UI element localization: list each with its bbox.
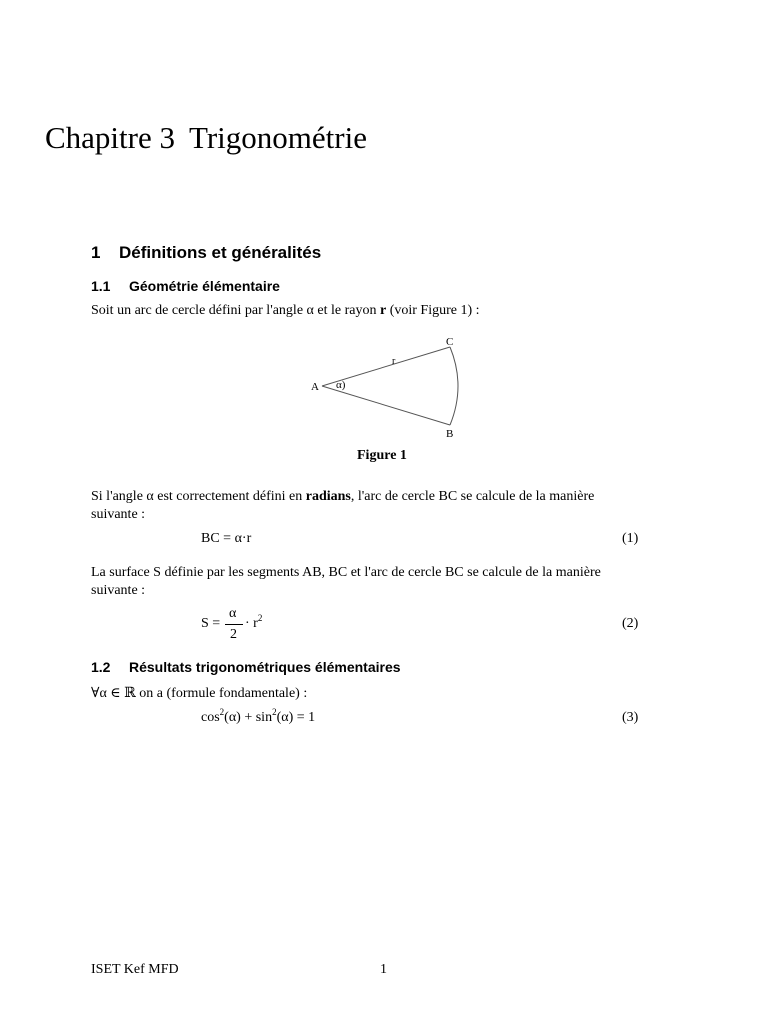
fraction-bar (225, 624, 243, 625)
paragraph-1-line-1 (91, 489, 594, 505)
p1-alpha: α (146, 489, 154, 504)
section-1-title: Définitions et généralités (119, 243, 322, 262)
equation-3 (201, 707, 316, 726)
equation-2-denominator: 2 (230, 627, 237, 642)
eq3-exp-1: 2 (219, 707, 225, 717)
section-1-1-number: 1.1 (91, 278, 111, 294)
intro-text-1: Soit un arc de cercle défini par l'angle (91, 303, 307, 318)
intro-text-2: et le rayon (313, 303, 380, 318)
alpha-symbol: α (306, 303, 314, 318)
radius-symbol: r (379, 303, 387, 318)
equation-1: BC = α·r (201, 531, 252, 546)
p1-text-1: Si l'angle (91, 489, 147, 504)
label-a: A (311, 381, 319, 393)
label-r: r (392, 356, 396, 367)
paragraph-1-line-2: suivante : (91, 507, 146, 522)
section-1-2-heading (91, 659, 401, 675)
paragraph-2-line-1: La surface S définie par les segments AB, BC et l'arc de cercle BC se calcule de la manière (91, 565, 601, 580)
arc-bc (450, 347, 458, 425)
eq3-arg-1: (α) + sin (224, 710, 273, 725)
p1-text-2: est correctement défini en (153, 489, 306, 504)
equation-2-lhs: S = (201, 616, 221, 631)
footer-left: ISET Kef MFD (91, 962, 179, 977)
equation-2-rhs (245, 613, 263, 632)
figure-1-diagram (300, 330, 480, 445)
section-1-number: 1 (91, 243, 101, 262)
label-alpha: α) (336, 379, 346, 391)
eq3-arg-2: (α) = 1 (276, 710, 316, 725)
paragraph-2-line-2: suivante : (91, 583, 146, 598)
equation-2-number: (2) (622, 616, 639, 631)
chapter-name: Trigonométrie (189, 120, 367, 155)
intro-text-3: (voir Figure 1) : (386, 303, 480, 318)
p1-text-3: , l'arc de cercle BC se calcule de la manière (350, 489, 595, 504)
section-1-2-number: 1.2 (91, 659, 111, 675)
equation-1-number: (1) (622, 531, 639, 546)
section-1-1-title: Géométrie élémentaire (129, 278, 280, 294)
section-1-heading (91, 243, 321, 263)
segment-ab (322, 386, 450, 425)
equation-2-numerator: α (229, 606, 237, 621)
equation-2-exponent: 2 (257, 613, 263, 623)
intro-paragraph (91, 303, 480, 319)
label-b: B (446, 428, 454, 440)
figure-caption: Figure 1 (357, 448, 407, 463)
section-1-1-heading (91, 278, 280, 294)
eq3-exp-2: 2 (272, 707, 277, 717)
page-number: 1 (380, 962, 387, 977)
section-1-2-title: Résultats trigonométriques élémentaires (129, 659, 401, 675)
chapter-title (45, 120, 367, 156)
eq3-cos: cos (201, 710, 220, 725)
equation-3-number: (3) (622, 710, 639, 725)
equation-2-rhs-text: · r (245, 616, 258, 631)
p1-radians: radians (305, 489, 351, 504)
label-c: C (446, 336, 454, 348)
formula-intro: ∀α ∈ ℝ on a (formule fondamentale) : (91, 686, 308, 701)
chapter-number: Chapitre 3 (45, 120, 175, 155)
